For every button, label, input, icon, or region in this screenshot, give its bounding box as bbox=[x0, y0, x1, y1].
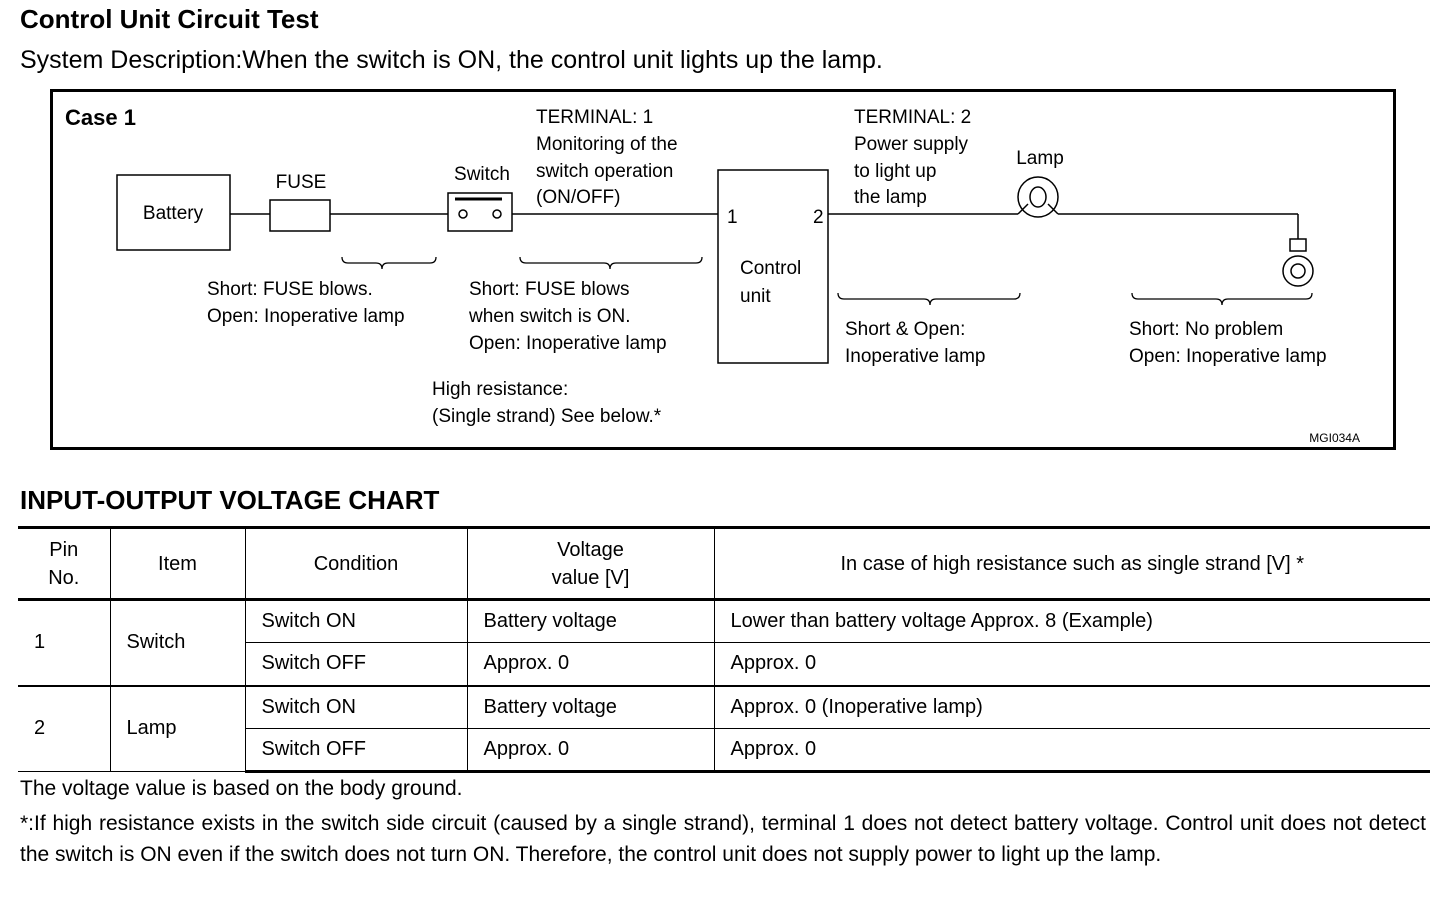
high-resistance-note bbox=[432, 379, 662, 427]
pin-cell: 1 bbox=[18, 600, 110, 686]
svg-text:(ON/OFF): (ON/OFF) bbox=[536, 187, 621, 208]
circuit-diagram bbox=[50, 89, 1396, 450]
battery-symbol bbox=[117, 175, 230, 250]
svg-text:to light up: to light up bbox=[854, 161, 937, 182]
svg-text:Open: Inoperative lamp: Open: Inoperative lamp bbox=[1129, 346, 1327, 367]
header-condition: Condition bbox=[245, 528, 467, 600]
svg-text:(Single strand) See below.*: (Single strand) See below.* bbox=[432, 406, 662, 427]
svg-text:TERMINAL: 1: TERMINAL: 1 bbox=[536, 107, 654, 128]
voltage-chart-table bbox=[18, 526, 1430, 773]
system-description: System Description:When the switch is ON, the control unit lights up the lamp. bbox=[20, 46, 883, 74]
high-resistance-cell: Approx. 0 bbox=[714, 643, 1430, 686]
terminal-1-note bbox=[536, 107, 678, 208]
table-row bbox=[18, 686, 1430, 729]
ground-icon bbox=[1283, 239, 1313, 286]
header-item: Item bbox=[110, 528, 245, 600]
condition-cell: Switch OFF bbox=[245, 729, 467, 772]
header-high-resistance: In case of high resistance such as single strand [V] * bbox=[714, 528, 1430, 600]
high-resistance-cell: Lower than battery voltage Approx. 8 (Example) bbox=[714, 600, 1430, 643]
svg-text:when switch is ON.: when switch is ON. bbox=[469, 306, 631, 327]
control-to-lamp-fault-note bbox=[845, 319, 985, 367]
terminal-2-note bbox=[854, 107, 971, 208]
svg-text:Open: Inoperative lamp: Open: Inoperative lamp bbox=[207, 306, 405, 327]
voltage-cell: Battery voltage bbox=[467, 600, 714, 643]
voltage-cell: Approx. 0 bbox=[467, 729, 714, 772]
control-unit-label-1: Control bbox=[740, 258, 802, 279]
figure-code: MGI034A bbox=[1309, 431, 1360, 445]
svg-text:Monitoring of the: Monitoring of the bbox=[536, 134, 678, 155]
terminal-2-pin: 2 bbox=[813, 207, 824, 228]
high-resistance-cell: Approx. 0 (Inoperative lamp) bbox=[714, 686, 1430, 729]
svg-text:switch operation: switch operation bbox=[536, 161, 674, 182]
condition-cell: Switch OFF bbox=[245, 643, 467, 686]
fuse-fault-note bbox=[207, 279, 405, 327]
page-title: Control Unit Circuit Test bbox=[20, 4, 319, 34]
battery-label: Battery bbox=[142, 203, 204, 224]
svg-text:Short: FUSE blows: Short: FUSE blows bbox=[469, 279, 630, 300]
svg-text:Power supply: Power supply bbox=[854, 134, 969, 155]
fuse-symbol bbox=[270, 172, 330, 231]
svg-text:the lamp: the lamp bbox=[854, 187, 927, 208]
condition-cell: Switch ON bbox=[245, 600, 467, 643]
control-unit-label-2: unit bbox=[740, 286, 771, 307]
item-cell: Switch bbox=[110, 600, 245, 686]
svg-text:Short: No problem: Short: No problem bbox=[1129, 319, 1284, 340]
case-label: Case 1 bbox=[65, 105, 136, 130]
lamp-to-ground-fault-note bbox=[1129, 319, 1327, 367]
condition-cell: Switch ON bbox=[245, 686, 467, 729]
voltage-cell: Battery voltage bbox=[467, 686, 714, 729]
header-voltage-value: Voltage value [V] bbox=[467, 528, 714, 600]
lamp-symbol bbox=[1016, 148, 1064, 217]
svg-text:TERMINAL: 2: TERMINAL: 2 bbox=[854, 107, 972, 128]
switch-symbol bbox=[448, 164, 512, 231]
control-unit-symbol bbox=[718, 170, 828, 363]
single-strand-note: *:If high resistance exists in the switch side circuit (caused by a single strand), terminal 1 does not detect battery voltage. Control unit does not detect the switch is ON even if the switch does not turn ON. Therefore, the control unit does not supply power to light up the lamp. bbox=[20, 812, 1426, 866]
diagram-frame bbox=[52, 91, 1395, 449]
high-resistance-cell: Approx. 0 bbox=[714, 729, 1430, 772]
svg-text:Short: FUSE blows.: Short: FUSE blows. bbox=[207, 279, 373, 300]
table-header-row bbox=[18, 528, 1430, 600]
terminal-1-pin: 1 bbox=[727, 207, 738, 228]
svg-text:Inoperative lamp: Inoperative lamp bbox=[845, 346, 986, 367]
svg-text:Open: Inoperative lamp: Open: Inoperative lamp bbox=[469, 333, 667, 354]
pin-cell: 2 bbox=[18, 686, 110, 772]
header-pin-no: Pin No. bbox=[18, 528, 110, 600]
wire-main bbox=[230, 214, 1298, 239]
voltage-cell: Approx. 0 bbox=[467, 643, 714, 686]
switch-label: Switch bbox=[454, 164, 510, 185]
ground-note: The voltage value is based on the body ground. bbox=[20, 777, 463, 800]
fuse-label: FUSE bbox=[275, 172, 327, 193]
svg-text:High resistance:: High resistance: bbox=[432, 379, 569, 400]
lamp-label: Lamp bbox=[1016, 148, 1064, 169]
svg-text:Short & Open:: Short & Open: bbox=[845, 319, 966, 340]
voltage-chart-title: INPUT-OUTPUT VOLTAGE CHART bbox=[20, 485, 440, 515]
table-row bbox=[18, 600, 1430, 643]
switch-fault-note bbox=[468, 279, 667, 354]
item-cell: Lamp bbox=[110, 686, 245, 772]
